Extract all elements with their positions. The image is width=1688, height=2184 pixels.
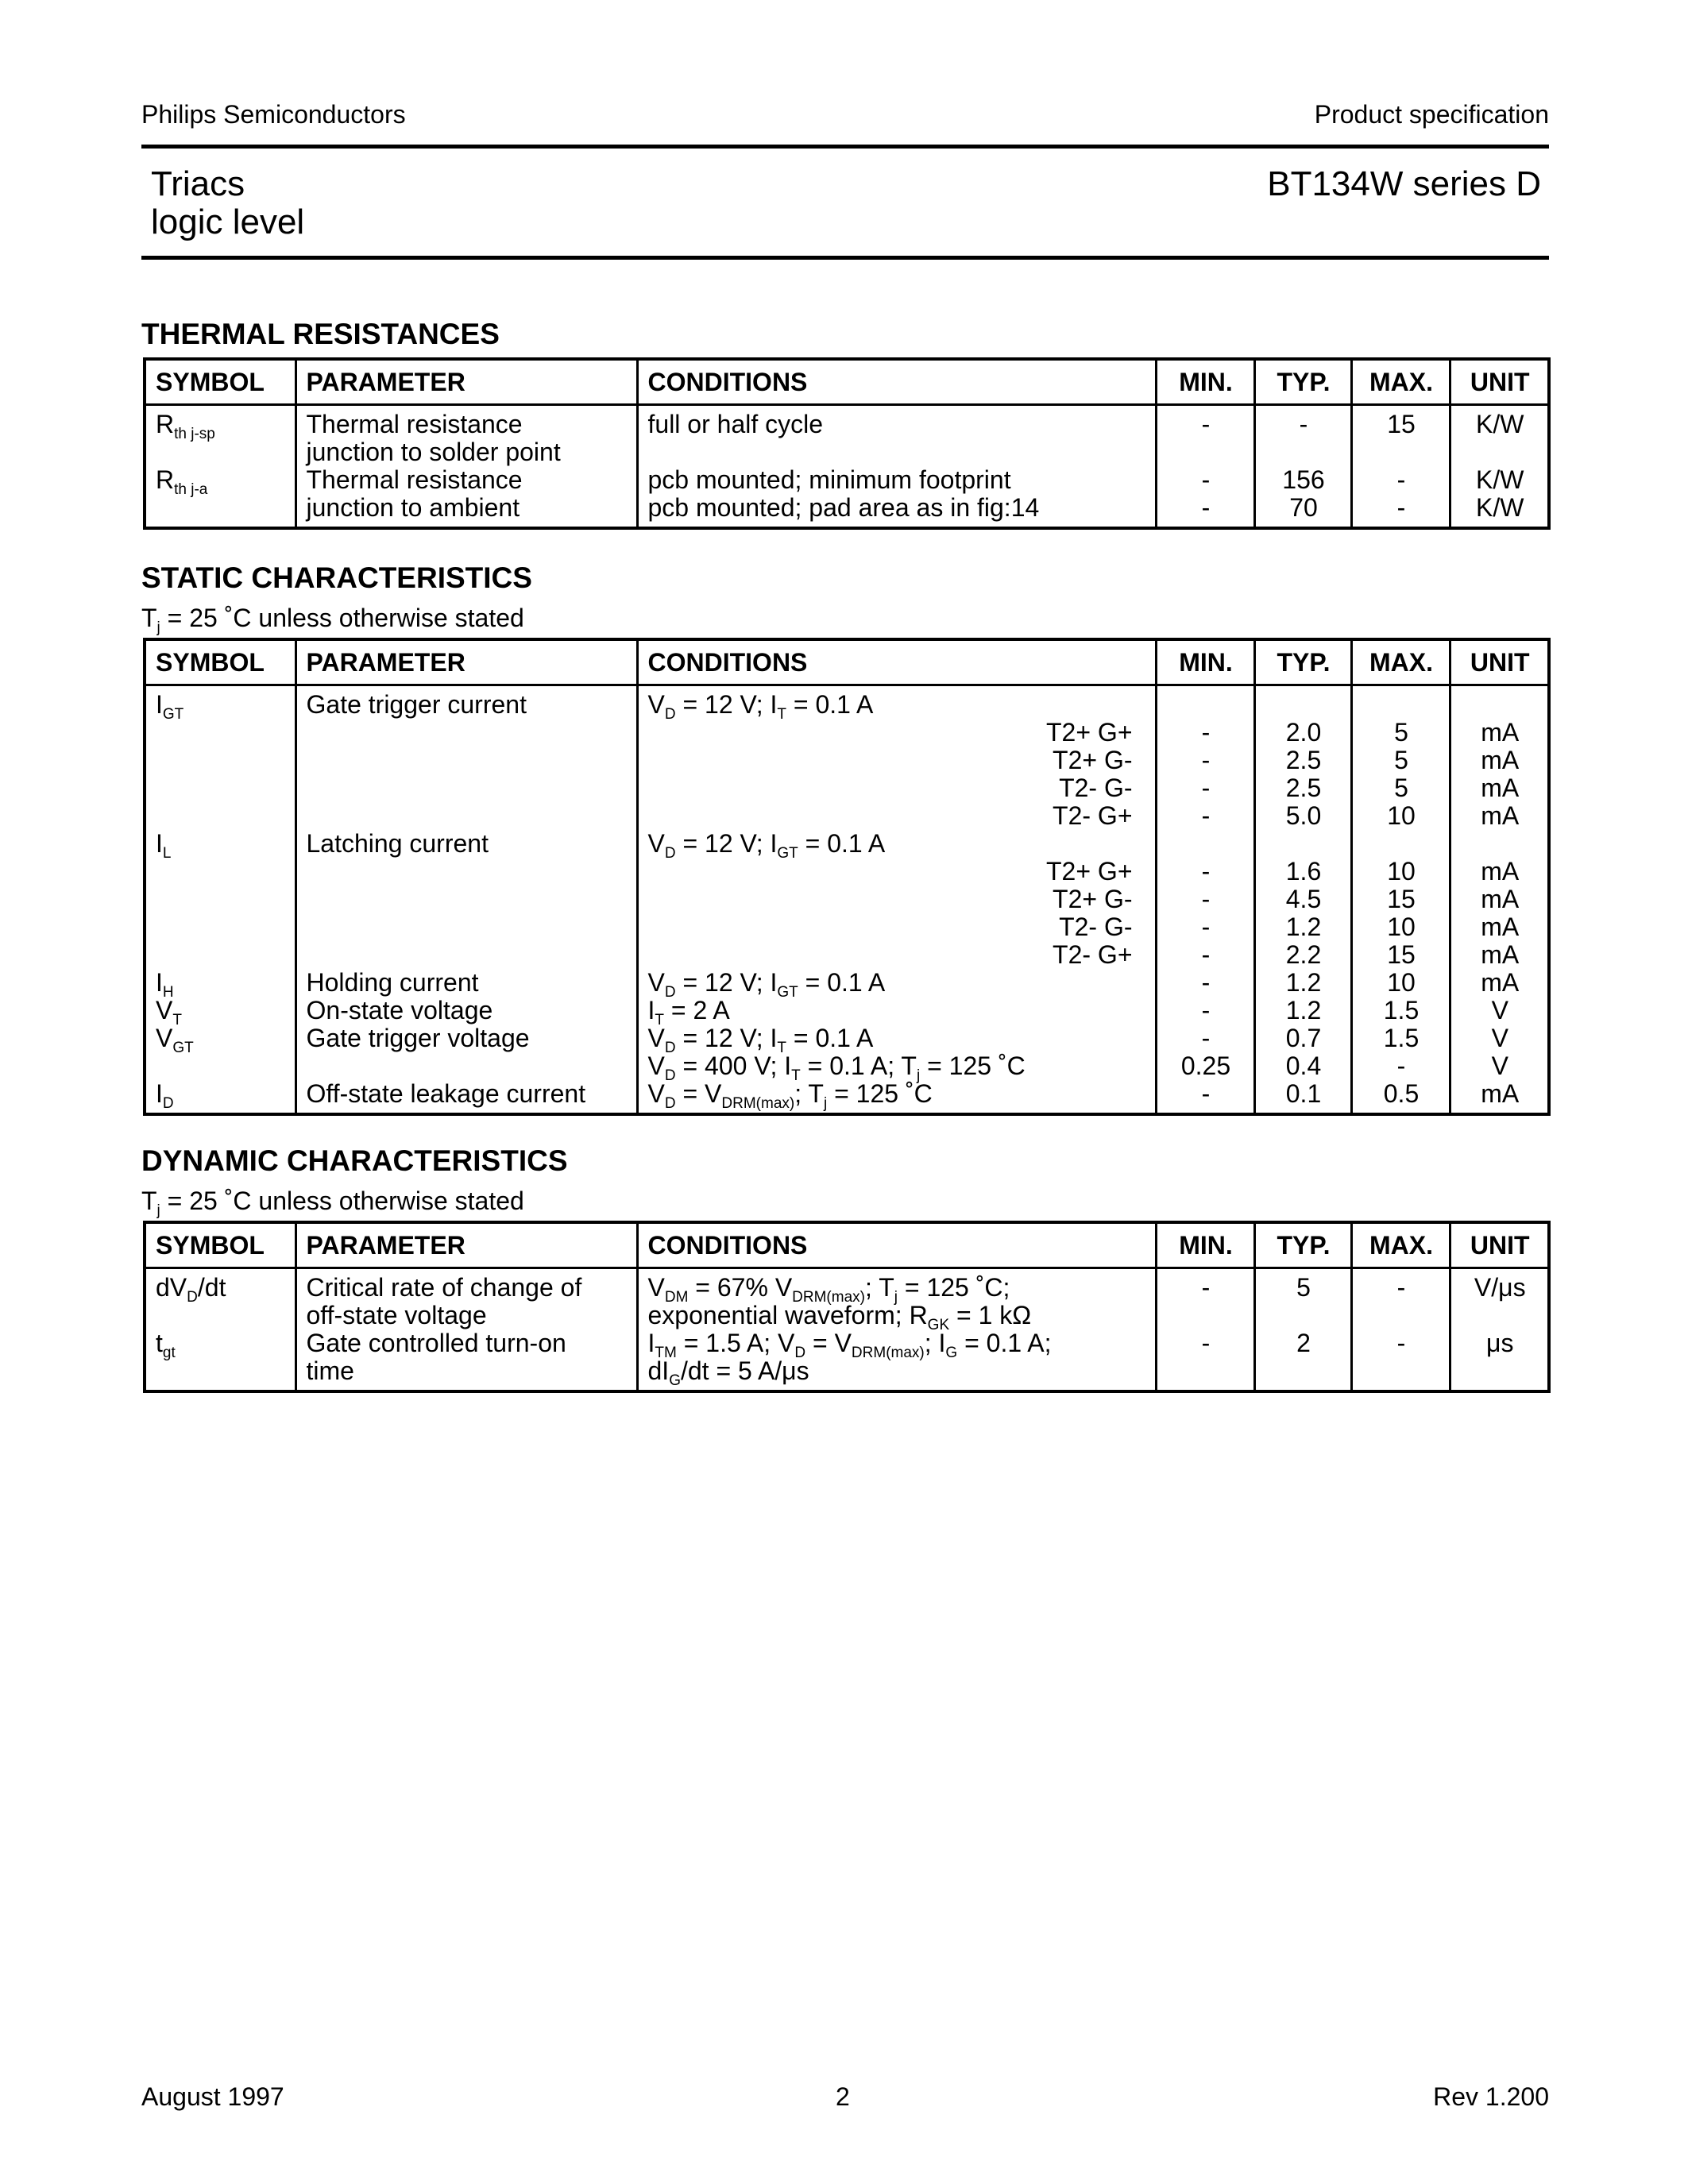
header-rule-top (141, 145, 1549, 149)
col-parameter: PARAMETER (295, 1222, 637, 1268)
typ-cell: 1.2 (1254, 969, 1351, 997)
dynamic-section-title: DYNAMIC CHARACTERISTICS (141, 1144, 568, 1177)
conditions-cell: pcb mounted; minimum footprint pcb mounted; pad area as in fig:14 (637, 466, 1156, 528)
min-cell: - - - - (1156, 685, 1254, 831)
footer-revision: Rev 1.200 (1433, 2082, 1549, 2111)
symbol-cell: $R_{th j-sp}$ (145, 405, 295, 467)
parameter-cell: Critical rate of change of off-state voltage (295, 1268, 637, 1330)
typ-cell: - (1254, 405, 1351, 467)
col-typ: TYP. (1254, 1222, 1351, 1268)
symbol-cell: $I_D$ (145, 1080, 295, 1114)
conditions-cell: $V_D = V_{DRM(max)}$; $T_j = 125$ ˚C (637, 1080, 1156, 1114)
dynamic-table (143, 1221, 1551, 1393)
typ-cell: 0.7 0.4 (1254, 1024, 1351, 1080)
unit-cell: mA (1450, 1080, 1549, 1114)
thermal-table (143, 357, 1551, 530)
col-min: MIN. (1156, 359, 1254, 405)
table-row (145, 405, 1549, 467)
symbol-cell: $I_L$ (145, 830, 295, 969)
typ-cell: 1.2 (1254, 997, 1351, 1024)
parameter-cell: On-state voltage (295, 997, 637, 1024)
table-row (145, 1080, 1549, 1114)
conditions-cell: $I_{TM} = 1.5$ A; $V_D = V_{DRM(max)}$; $I_G = 0.1$ A; $dI_G/dt = 5$ A/μs (637, 1329, 1156, 1391)
table-row (145, 1268, 1549, 1330)
header-rule-bottom (141, 256, 1549, 260)
thermal-section-title: THERMAL RESISTANCES (141, 318, 500, 350)
parameter-cell: Gate trigger current (295, 685, 637, 831)
col-min: MIN. (1156, 639, 1254, 685)
company-name: Philips Semiconductors (141, 100, 406, 129)
conditions-cell: full or half cycle (637, 405, 1156, 467)
unit-cell: mA (1450, 969, 1549, 997)
unit-cell: V/μs (1450, 1268, 1549, 1330)
unit-cell: mA mA mA mA (1450, 685, 1549, 831)
col-parameter: PARAMETER (295, 639, 637, 685)
col-typ: TYP. (1254, 639, 1351, 685)
col-max: MAX. (1351, 1222, 1450, 1268)
symbol-cell: $I_H$ (145, 969, 295, 997)
max-cell: 1.5 (1351, 997, 1450, 1024)
min-cell: - (1156, 969, 1254, 997)
conditions-cell: $V_D = 12$ V; $I_{GT} = 0.1$ A (637, 969, 1156, 997)
table-header-row (145, 359, 1549, 405)
title-line-2: logic level (151, 203, 305, 241)
col-max: MAX. (1351, 359, 1450, 405)
col-symbol: SYMBOL (145, 359, 295, 405)
min-cell: - 0.25 (1156, 1024, 1254, 1080)
symbol-cell: $V_{GT}$ (145, 1024, 295, 1080)
col-parameter: PARAMETER (295, 359, 637, 405)
unit-cell: K/W (1450, 405, 1549, 467)
col-unit: UNIT (1450, 1222, 1549, 1268)
table-header-row (145, 1222, 1549, 1268)
col-conditions: CONDITIONS (637, 359, 1156, 405)
typ-cell: 0.1 (1254, 1080, 1351, 1114)
parameter-cell: Holding current (295, 969, 637, 997)
min-cell: - (1156, 405, 1254, 467)
conditions-cell: $V_{DM} = 67\%$ $V_{DRM(max)}$; $T_j = 125$ ˚C; exponential waveform; $R_{GK} = 1$ kΩ (637, 1268, 1156, 1330)
product-family (151, 165, 304, 241)
conditions-cell: $V_D = 12$ V; $I_{GT} = 0.1$ A T2+ G+ T2+ G- T2- G- T2- G+ (637, 830, 1156, 969)
conditions-cell: $V_D = 12$ V; $I_T = 0.1$ A T2+ G+ T2+ G- T2- G- T2- G+ (637, 685, 1156, 831)
table-row (145, 685, 1549, 831)
symbol-cell: $dV_D/dt$ (145, 1268, 295, 1330)
footer-date: August 1997 (141, 2082, 284, 2111)
parameter-cell: Latching current (295, 830, 637, 969)
part-number: BT134W series D (1267, 164, 1541, 203)
dynamic-conditions-note: $T_j = 25$ ˚C unless otherwise stated (141, 1187, 524, 1219)
min-cell: - (1156, 1329, 1254, 1391)
max-cell: 10 (1351, 969, 1450, 997)
static-section-title: STATIC CHARACTERISTICS (141, 561, 532, 594)
col-unit: UNIT (1450, 359, 1549, 405)
min-cell: - - (1156, 466, 1254, 528)
col-conditions: CONDITIONS (637, 639, 1156, 685)
unit-cell: mA mA mA mA (1450, 830, 1549, 969)
page-number: 2 (836, 2082, 850, 2111)
col-unit: UNIT (1450, 639, 1549, 685)
col-conditions: CONDITIONS (637, 1222, 1156, 1268)
typ-cell: 2 (1254, 1329, 1351, 1391)
table-header-row (145, 639, 1549, 685)
min-cell: - - - - (1156, 830, 1254, 969)
parameter-cell: Gate trigger voltage (295, 1024, 637, 1080)
min-cell: - (1156, 1080, 1254, 1114)
conditions-cell: $I_T = 2$ A (637, 997, 1156, 1024)
table-row (145, 466, 1549, 528)
parameter-cell: Thermal resistance junction to solder point (295, 405, 637, 467)
typ-cell: 1.6 4.5 1.2 2.2 (1254, 830, 1351, 969)
table-row (145, 969, 1549, 997)
parameter-cell: Off-state leakage current (295, 1080, 637, 1114)
unit-cell: μs (1450, 1329, 1549, 1391)
typ-cell: 156 70 (1254, 466, 1351, 528)
max-cell: - - (1351, 466, 1450, 528)
symbol-cell: $R_{th j-a}$ (145, 466, 295, 528)
symbol-cell: $I_{GT}$ (145, 685, 295, 831)
table-row (145, 1329, 1549, 1391)
max-cell: 5 5 5 10 (1351, 685, 1450, 831)
col-symbol: SYMBOL (145, 1222, 295, 1268)
parameter-cell: Thermal resistance junction to ambient (295, 466, 637, 528)
static-conditions-note: $T_j = 25$ ˚C unless otherwise stated (141, 604, 524, 636)
col-typ: TYP. (1254, 359, 1351, 405)
col-symbol: SYMBOL (145, 639, 295, 685)
col-min: MIN. (1156, 1222, 1254, 1268)
min-cell: - (1156, 997, 1254, 1024)
parameter-cell: Gate controlled turn-on time (295, 1329, 637, 1391)
table-row (145, 997, 1549, 1024)
max-cell: 1.5 - (1351, 1024, 1450, 1080)
title-line-1: Triacs (151, 164, 245, 203)
max-cell: - (1351, 1329, 1450, 1391)
table-row (145, 1024, 1549, 1080)
max-cell: 10 15 10 15 (1351, 830, 1450, 969)
typ-cell: 5 (1254, 1268, 1351, 1330)
static-table (143, 638, 1551, 1116)
min-cell: - (1156, 1268, 1254, 1330)
symbol-cell: $t_{gt}$ (145, 1329, 295, 1391)
document-type: Product specification (1314, 100, 1549, 129)
typ-cell: 2.0 2.5 2.5 5.0 (1254, 685, 1351, 831)
max-cell: - (1351, 1268, 1450, 1330)
unit-cell: V V (1450, 1024, 1549, 1080)
max-cell: 15 (1351, 405, 1450, 467)
table-row (145, 830, 1549, 969)
unit-cell: V (1450, 997, 1549, 1024)
unit-cell: K/W K/W (1450, 466, 1549, 528)
symbol-cell: $V_T$ (145, 997, 295, 1024)
max-cell: 0.5 (1351, 1080, 1450, 1114)
col-max: MAX. (1351, 639, 1450, 685)
conditions-cell: $V_D = 12$ V; $I_T = 0.1$ A $V_D = 400$ V; $I_T = 0.1$ A; $T_j = 125$ ˚C (637, 1024, 1156, 1080)
